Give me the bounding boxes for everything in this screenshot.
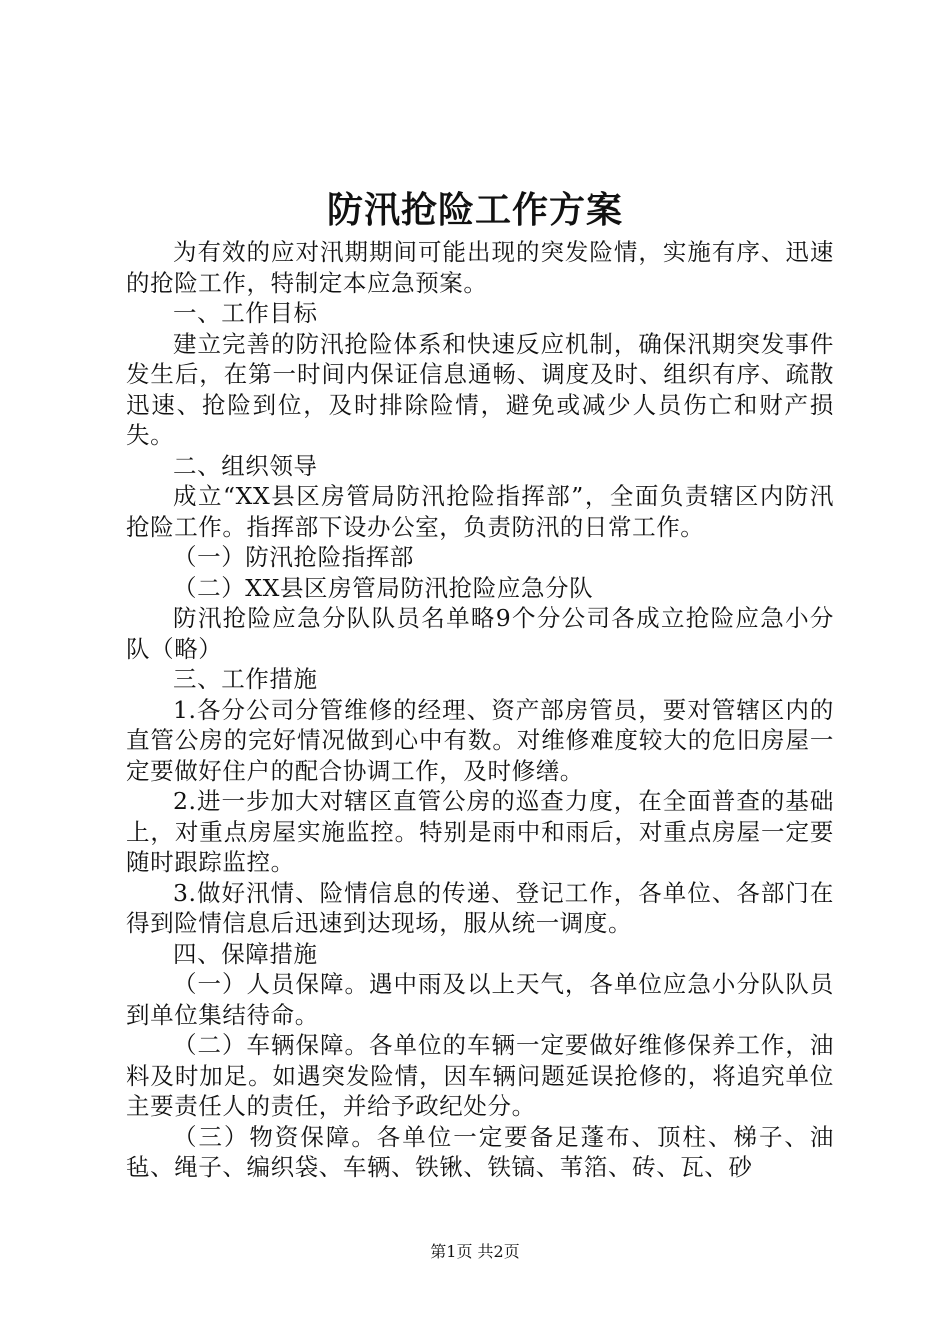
paragraph-team-list: 防汛抢险应急分队队员名单略9个分公司各成立抢险应急小分队（略） <box>126 604 834 663</box>
heading-work-measures: 三、工作措施 <box>173 665 318 693</box>
paragraph-personnel-support: （一）人员保障。遇中雨及以上天气，各单位应急小分队队员到单位集结待命。 <box>126 970 834 1029</box>
heading-leadership: 二、组织领导 <box>173 451 318 480</box>
heading-work-goal: 一、工作目标 <box>173 299 318 327</box>
heading-support-measures: 四、保障措施 <box>173 939 318 968</box>
document-title: 防汛抢险工作方案 <box>326 189 623 231</box>
subheading-command-center: （一）防汛抢险指挥部 <box>173 543 414 571</box>
subheading-emergency-team: （二）XX县区房管局防汛抢险应急分队 <box>173 573 594 602</box>
paragraph-leadership: 成立“XX县区房管局防汛抢险指挥部”，全面负责辖区内防汛抢险工作。指挥部下设办公室，负责防汛的日常工作。 <box>126 482 834 541</box>
paragraph-work-goal: 建立完善的防汛抢险体系和快速反应机制，确保汛期突发事件发生后，在第一时间内保证信息通畅、调度及时、组织有序、疏散迅速、抢险到位，及时排除险情，避免或减少人员伤亡和财产损失。 <box>126 329 834 449</box>
paragraph-material-support: （三）物资保障。各单位一定要备足蓬布、顶柱、梯子、油毡、绳子、编织袋、车辆、铁锹、铁镐、苇箔、砖、瓦、砂 <box>126 1122 834 1181</box>
document-body <box>126 237 834 1183</box>
paragraph-intro: 为有效的应对汛期期间可能出现的突发险情，实施有序、迅速的抢险工作，特制定本应急预案。 <box>126 238 834 297</box>
paragraph-measure-1: 1.各分公司分管维修的经理、资产部房管员，要对管辖区内的直管公房的完好情况做到心中有数。对维修难度较大的危旧房屋一定要做好住户的配合协调工作，及时修缮。 <box>126 695 834 785</box>
paragraph-vehicle-support: （二）车辆保障。各单位的车辆一定要做好维修保养工作，油料及时加足。如遇突发险情，因车辆问题延误抢修的，将追究单位主要责任人的责任，并给予政纪处分。 <box>126 1031 834 1120</box>
paragraph-measure-2: 2.进一步加大对辖区直管公房的巡查力度，在全面普查的基础上，对重点房屋实施监控。特别是雨中和雨后，对重点房屋一定要随时跟踪监控。 <box>126 787 834 876</box>
page-number-footer: 第1页 共2页 <box>430 1242 520 1261</box>
paragraph-measure-3: 3.做好汛情、险情信息的传递、登记工作，各单位、各部门在得到险情信息后迅速到达现场，服从统一调度。 <box>126 878 834 937</box>
